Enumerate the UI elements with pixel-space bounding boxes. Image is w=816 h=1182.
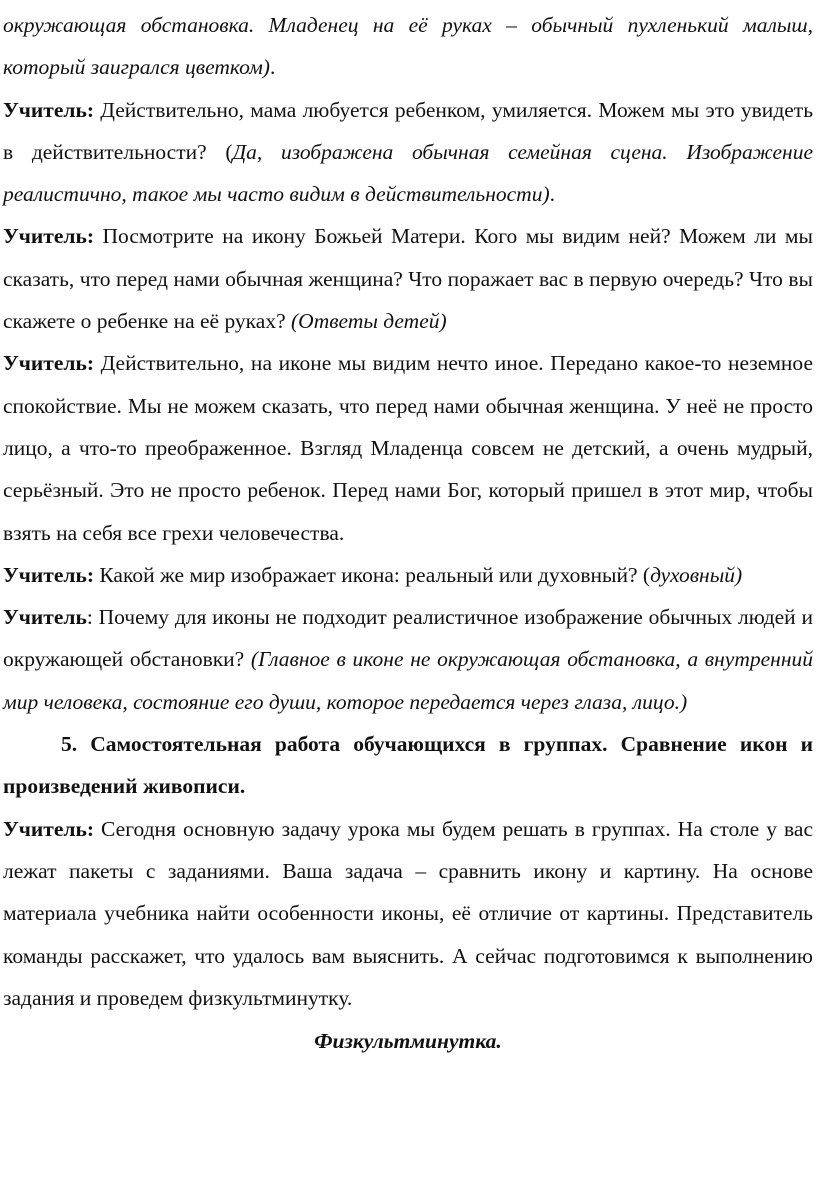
paragraph-italic: (Ответы детей) (291, 309, 447, 334)
paragraph-text: Действительно, на иконе мы видим нечто иное. Передано какое-то неземное спокойствие. Мы не можем сказать, что перед нами обычная женщина. У неё не просто лицо, а что-то преображенное. Взгляд Младенца совсем не детский, а очень мудрый, серьёзный. Это не просто ребенок. Перед нами Бог, который пришел в этот мир, чтобы взять на себя все грехи человечества. (3, 351, 813, 545)
paragraph-intro (3, 4, 813, 89)
paragraph-tail: . (549, 182, 555, 207)
paragraph-teacher-2 (3, 215, 813, 342)
paragraph-italic: духовный) (650, 562, 743, 587)
paragraph-teacher-4 (3, 554, 813, 596)
footer-title: Физкультминутка. (314, 1029, 502, 1054)
speaker-label: Учитель: (3, 351, 94, 376)
paragraph-text: Какой же мир изображает икона: реальный или духовный? ( (94, 562, 651, 587)
paragraph-italic: (Главное в иконе не окружающая обстановка, а внутренний мир человека, состояние его души, которое передается через глаза, лицо.) (3, 647, 814, 714)
paragraph-text: Сегодня основную задачу урока мы будем решать в группах. На столе у вас лежат пакеты с заданиями. Ваша задача – сравнить икону и картину. На основе материала учебника найти особенности иконы, её отличие от картины. Представитель команды расскажет, что удалось вам выяснить. А сейчас подготовимся к выполнению задания и проведем физкультминутку. (3, 816, 813, 1010)
paragraph-teacher-1 (3, 89, 813, 216)
paragraph-text: Действительно, мама любуется ребенком, умиляется. Можем мы это увидеть в действительности? ( (3, 97, 813, 164)
speaker-label: Учитель: (3, 224, 94, 249)
speaker-label: Учитель: (3, 816, 94, 841)
paragraph-text: : Почему для иконы не подходит реалистичное изображение обычных людей и окружающей обстановки? (3, 605, 813, 672)
section-heading: 5. Самостоятельная работа обучающихся в группах. Сравнение икон и произведений живописи. (3, 732, 813, 799)
paragraph-intro-tail: . (269, 55, 276, 80)
speaker-label: Учитель (3, 605, 87, 630)
paragraph-text: Посмотрите на икону Божьей Матери. Кого мы видим ней? Можем ли мы сказать, что перед нами обычная женщина? Что поражает вас в первую очередь? Что вы скажете о ребенке на её руках? (3, 224, 813, 334)
paragraph-teacher-3 (3, 342, 813, 553)
paragraph-italic: Да, изображена обычная семейная сцена. Изображение реалистично, такое мы часто видим в действительности) (3, 139, 813, 207)
paragraph-teacher-5 (3, 596, 813, 723)
speaker-label: Учитель: (3, 562, 94, 587)
paragraph-teacher-final (3, 808, 813, 1019)
speaker-label: Учитель: (3, 97, 94, 122)
paragraph-intro-italic: окружающая обстановка. Младенец на её руках – обычный пухленький малыш, который заигрался цветком) (3, 13, 813, 80)
